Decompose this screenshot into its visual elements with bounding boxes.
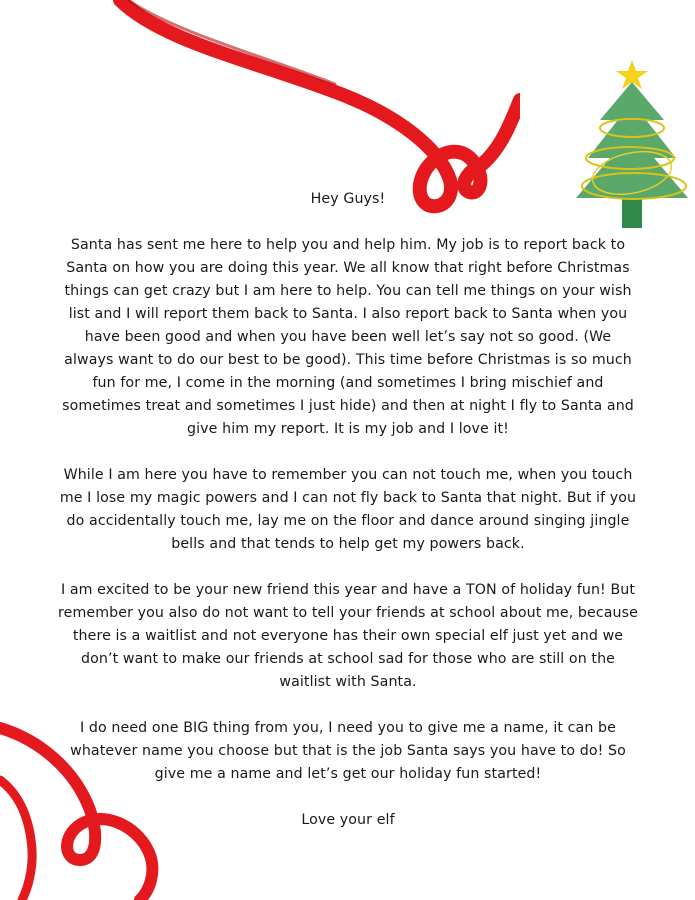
letter-paragraph-1: Santa has sent me here to help you and help him. My job is to report back to Santa on how you are doing this year. We all know that right before Christmas things can get crazy but I am here to help. You can tell me things on your wish list and I will report them back to Santa. I also report back to Santa when you have been good and when you have been well let’s say not so good. (We always want to do our best to be good). This time before Christmas is so much fun for me, I come in the morning (and sometimes I bring mischief and sometimes treat and sometimes I just hide) and then at night I fly to Santa and give him my report. It is my job and I love it! [62,237,634,437]
red-ribbon-top-decoration [0,0,520,215]
letter-paragraph-4: I do need one BIG thing from you, I need you to give me a name, it can be whatever name you choose but that is the job Santa says you have to do! So give me a name and let’s get our holiday fun started! [70,720,626,782]
letter-greeting: Hey Guys! [310,191,386,207]
letter-signoff: Love your elf [301,812,395,828]
letter-paragraph-2: While I am here you have to remember you can not touch me, when you touch me I lose my magic powers and I can not fly back to Santa that night. But if you do accidentally touch me, lay me on the floor and dance around singing jingle bells and that tends to help get my powers back. [59,467,637,552]
elf-letter [58,188,638,832]
letter-paragraph-3: I am excited to be your new friend this year and have a TON of holiday fun! But remember you also do not want to tell your friends at school about me, because there is a waitlist and not everyone has their own special elf just yet and we don’t want to make our friends at school sad for those who are still on the waitlist with Santa. [58,582,638,690]
